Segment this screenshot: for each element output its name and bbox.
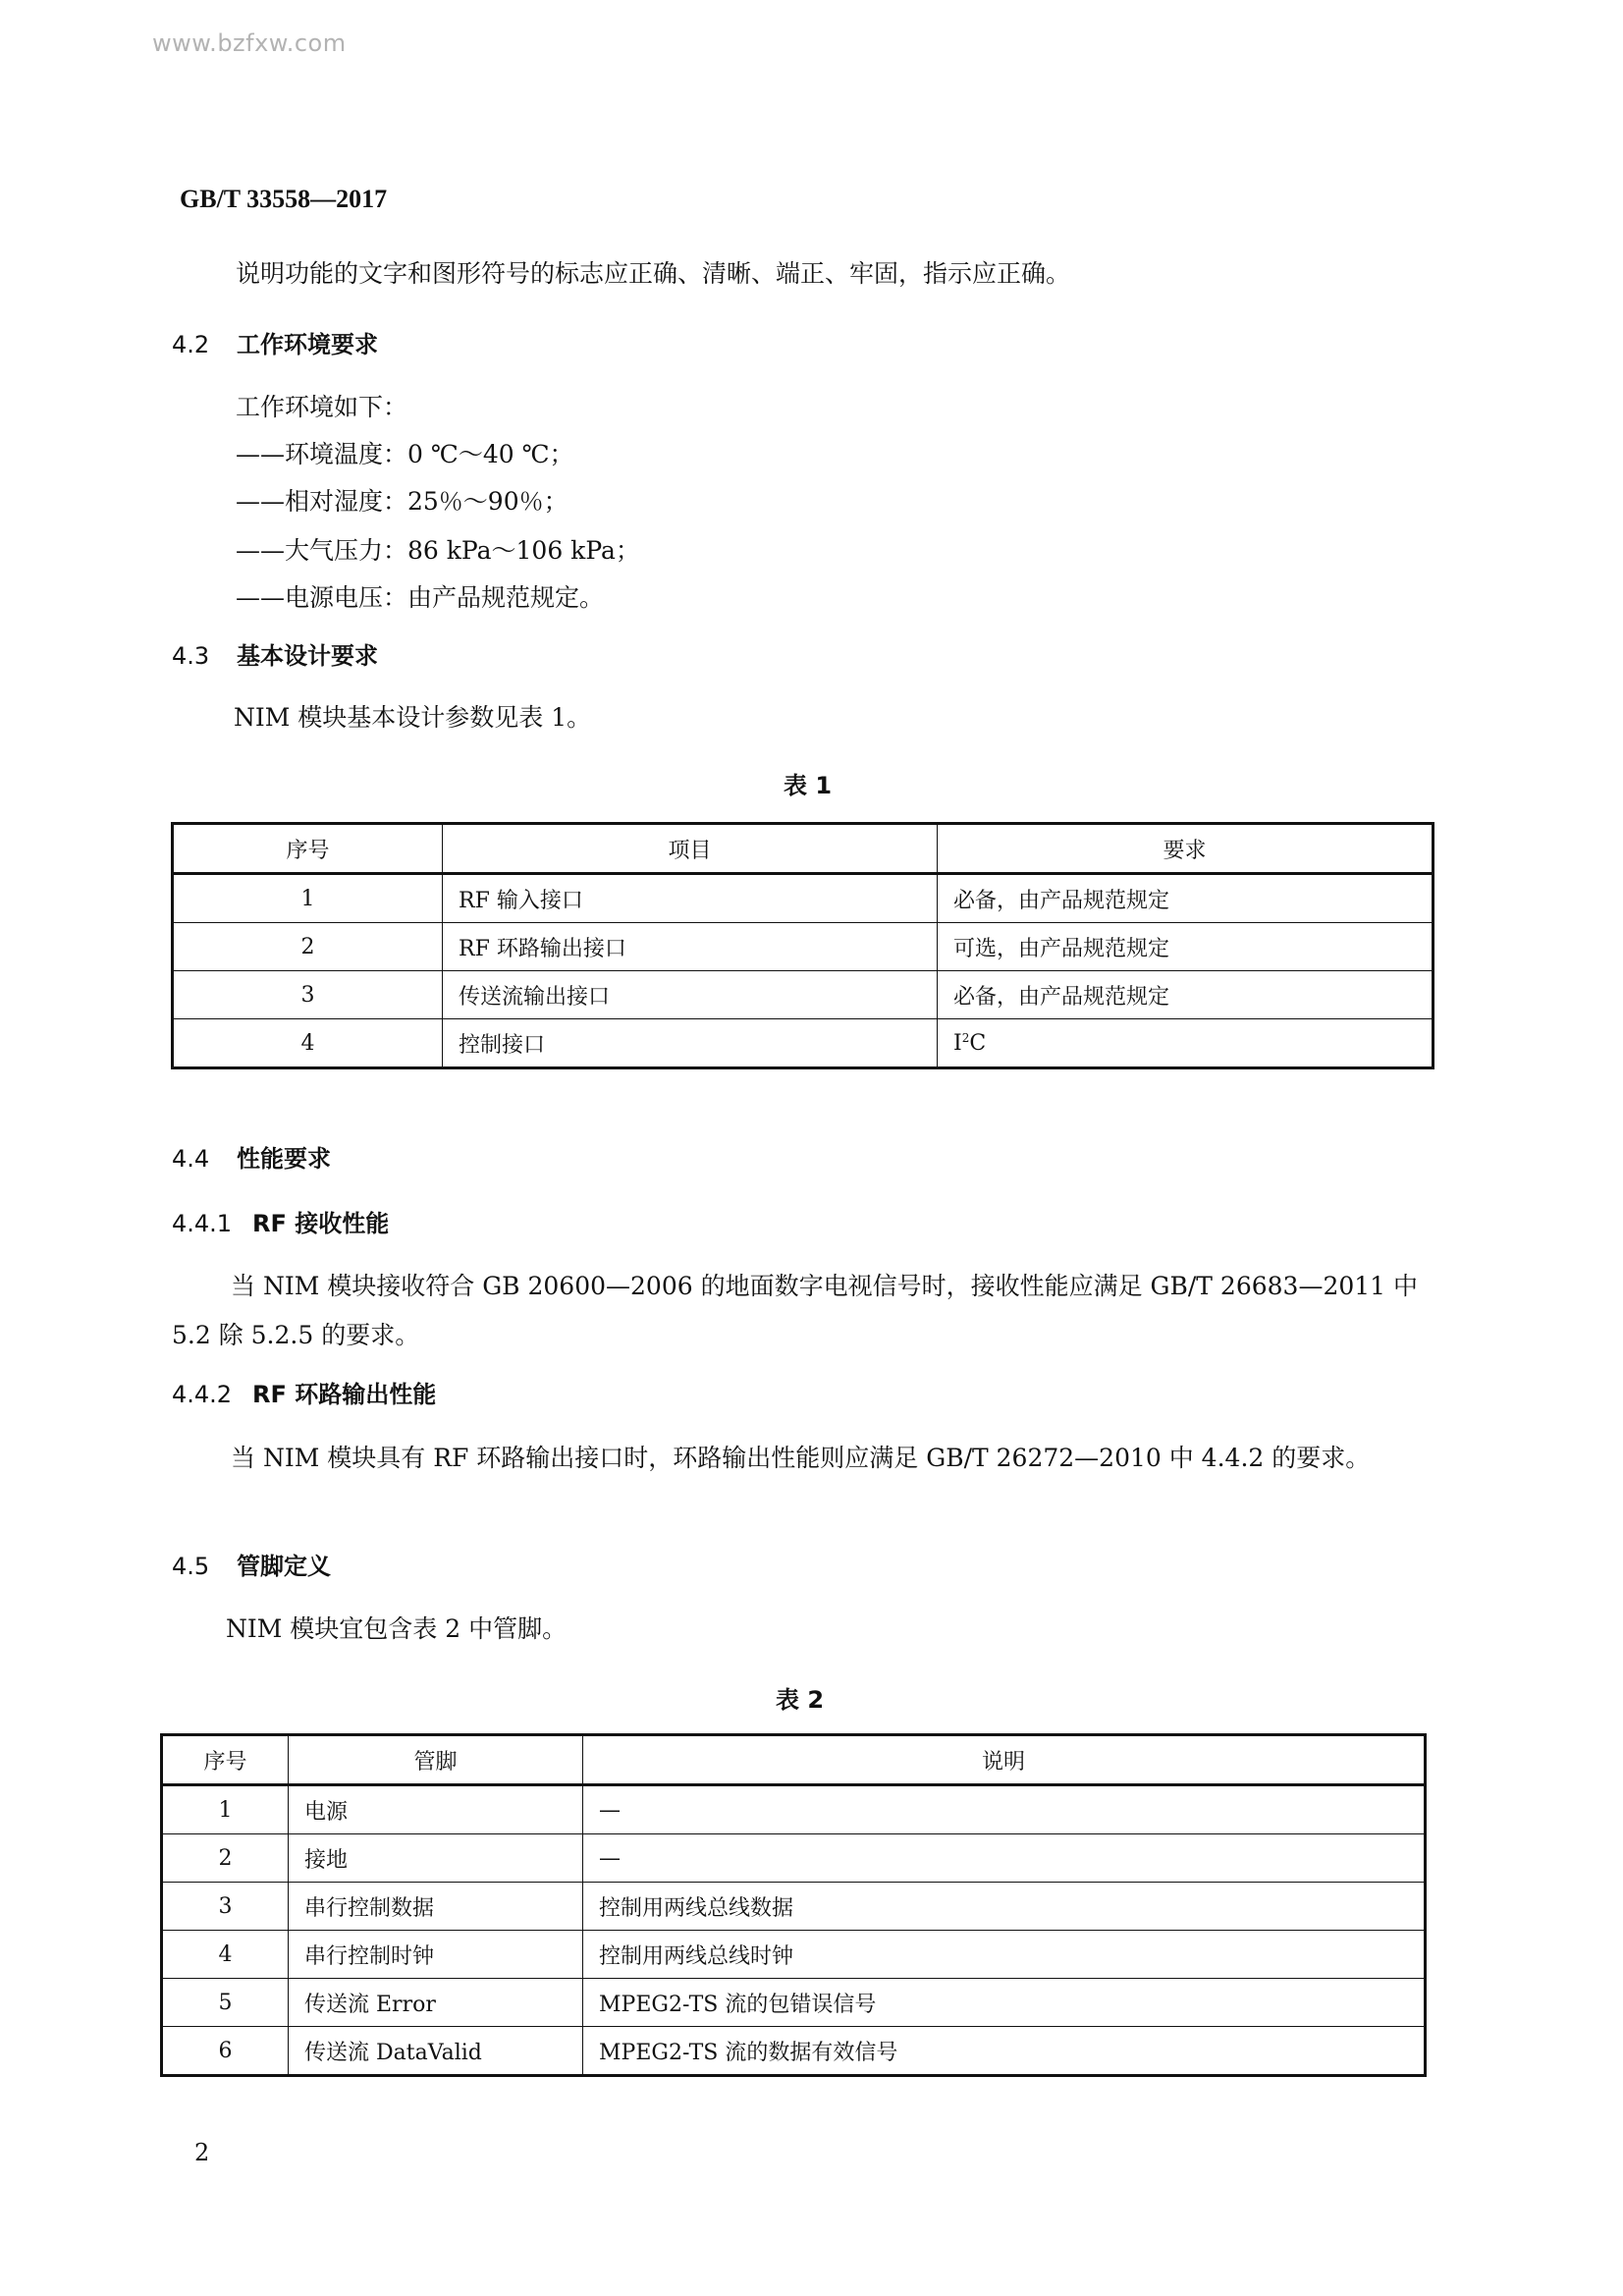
table-row [162, 1931, 1426, 1979]
table2-cell-index: 1 [162, 1785, 289, 1834]
table1-cell-requirement: 必备，由产品规范规定 [938, 971, 1434, 1019]
table1-cell-requirement: 可选，由产品规范规定 [938, 923, 1434, 971]
table-row [173, 923, 1434, 971]
section-4-4-heading [172, 1139, 331, 1174]
table-row [173, 1019, 1434, 1068]
table-row [162, 1785, 1426, 1834]
env-item: ——相对湿度：25％～90％； [236, 487, 568, 516]
section-4-3-paragraph: NIM 模块基本设计参数见表 1。 [234, 703, 592, 732]
table2-cell-description: 控制用两线总线数据 [583, 1883, 1426, 1931]
table2-cell-description: — [583, 1834, 1426, 1883]
section-number: 4.3 [172, 642, 210, 670]
section-title: 工作环境要求 [237, 331, 378, 358]
table-row [162, 1834, 1426, 1883]
table2-cell-index: 5 [162, 1979, 289, 2027]
section-4-4-1-heading [172, 1204, 389, 1238]
page-number: 2 [194, 2139, 210, 2166]
table2-header-cell: 管脚 [289, 1735, 583, 1785]
table-row [162, 1979, 1426, 2027]
table1-header-cell: 项目 [443, 824, 938, 874]
table2-cell-index: 2 [162, 1834, 289, 1883]
section-number: 4.5 [172, 1553, 210, 1580]
table-row [162, 2027, 1426, 2076]
watermark: www.bzfxw.com [152, 29, 347, 57]
table1-cell-index: 1 [173, 874, 443, 923]
table2-cell-index: 4 [162, 1931, 289, 1979]
table1-header-row [173, 824, 1434, 874]
section-4-4-2-paragraph: 当 NIM 模块具有 RF 环路输出接口时，环路输出性能则应满足 GB/T 26272—2010 中 4.4.2 的要求。 [231, 1444, 1371, 1472]
table2-cell-pin: 接地 [289, 1834, 583, 1883]
table2-header-cell: 说明 [583, 1735, 1426, 1785]
section-4-5-heading [172, 1547, 331, 1581]
table2-cell-pin: 传送流 DataValid [289, 2027, 583, 2076]
table1-cell-item: RF 输入接口 [443, 874, 938, 923]
section-title: RF 环路输出性能 [252, 1381, 437, 1408]
i2c-text: $I^2C$ [953, 1030, 987, 1056]
table2-cell-description: — [583, 1785, 1426, 1834]
table-row [173, 874, 1434, 923]
section-title: 性能要求 [237, 1145, 331, 1173]
table1-cell-item: RF 环路输出接口 [443, 923, 938, 971]
table1-cell-item: 传送流输出接口 [443, 971, 938, 1019]
section-title: 基本设计要求 [237, 642, 378, 670]
table2-cell-pin: 电源 [289, 1785, 583, 1834]
standard-number-header: GB/T 33558—2017 [180, 185, 388, 213]
table1 [171, 822, 1434, 1069]
table1-header-cell: 序号 [173, 824, 443, 874]
section-4-5-paragraph: NIM 模块宜包含表 2 中管脚。 [226, 1614, 568, 1643]
table1-cell-requirement [938, 1019, 1434, 1068]
table2-header-row [162, 1735, 1426, 1785]
table-row [162, 1883, 1426, 1931]
section-4-3-heading [172, 636, 378, 671]
intro-paragraph: 说明功能的文字和图形符号的标志应正确、清晰、端正、牢固，指示应正确。 [236, 259, 1071, 288]
section-title: 管脚定义 [237, 1553, 331, 1580]
section-number: 4.4.2 [172, 1381, 233, 1408]
env-item: ——大气压力：86 kPa～106 kPa； [236, 536, 640, 565]
table1-caption: 表 1 [784, 772, 833, 799]
section-number: 4.4.1 [172, 1210, 233, 1237]
section-number: 4.4 [172, 1145, 210, 1173]
env-item: ——环境温度：0 ℃～40 ℃； [236, 440, 574, 468]
table1-cell-item: 控制接口 [443, 1019, 938, 1068]
table2-cell-pin: 串行控制时钟 [289, 1931, 583, 1979]
table2-header-cell: 序号 [162, 1735, 289, 1785]
table2-cell-description: MPEG2-TS 流的包错误信号 [583, 1979, 1426, 2027]
table2-cell-index: 3 [162, 1883, 289, 1931]
table1-cell-index: 2 [173, 923, 443, 971]
env-lead: 工作环境如下： [236, 393, 408, 421]
table2-cell-pin: 串行控制数据 [289, 1883, 583, 1931]
section-title: RF 接收性能 [252, 1210, 390, 1237]
table2-cell-pin: 传送流 Error [289, 1979, 583, 2027]
section-number: 4.2 [172, 331, 210, 358]
table-row [173, 971, 1434, 1019]
table2-caption: 表 2 [776, 1686, 825, 1714]
section-4-4-1-paragraph: 当 NIM 模块接收符合 GB 20600—2006 的地面数字电视信号时，接收性能应满足 GB/T 26683—2011 中 5.2 除 5.2.5 的要求。 [172, 1272, 1419, 1349]
section-4-2-heading [172, 325, 378, 359]
table2-cell-index: 6 [162, 2027, 289, 2076]
table1-cell-index: 3 [173, 971, 443, 1019]
table1-header-cell: 要求 [938, 824, 1434, 874]
table1-cell-index: 4 [173, 1019, 443, 1068]
table2 [160, 1733, 1427, 2077]
table2-cell-description: MPEG2-TS 流的数据有效信号 [583, 2027, 1426, 2076]
table1-cell-requirement: 必备，由产品规范规定 [938, 874, 1434, 923]
table2-cell-description: 控制用两线总线时钟 [583, 1931, 1426, 1979]
superscript: 2 [961, 1030, 970, 1045]
section-4-4-2-heading [172, 1375, 436, 1409]
env-item: ——电源电压：由产品规范规定。 [236, 583, 605, 612]
